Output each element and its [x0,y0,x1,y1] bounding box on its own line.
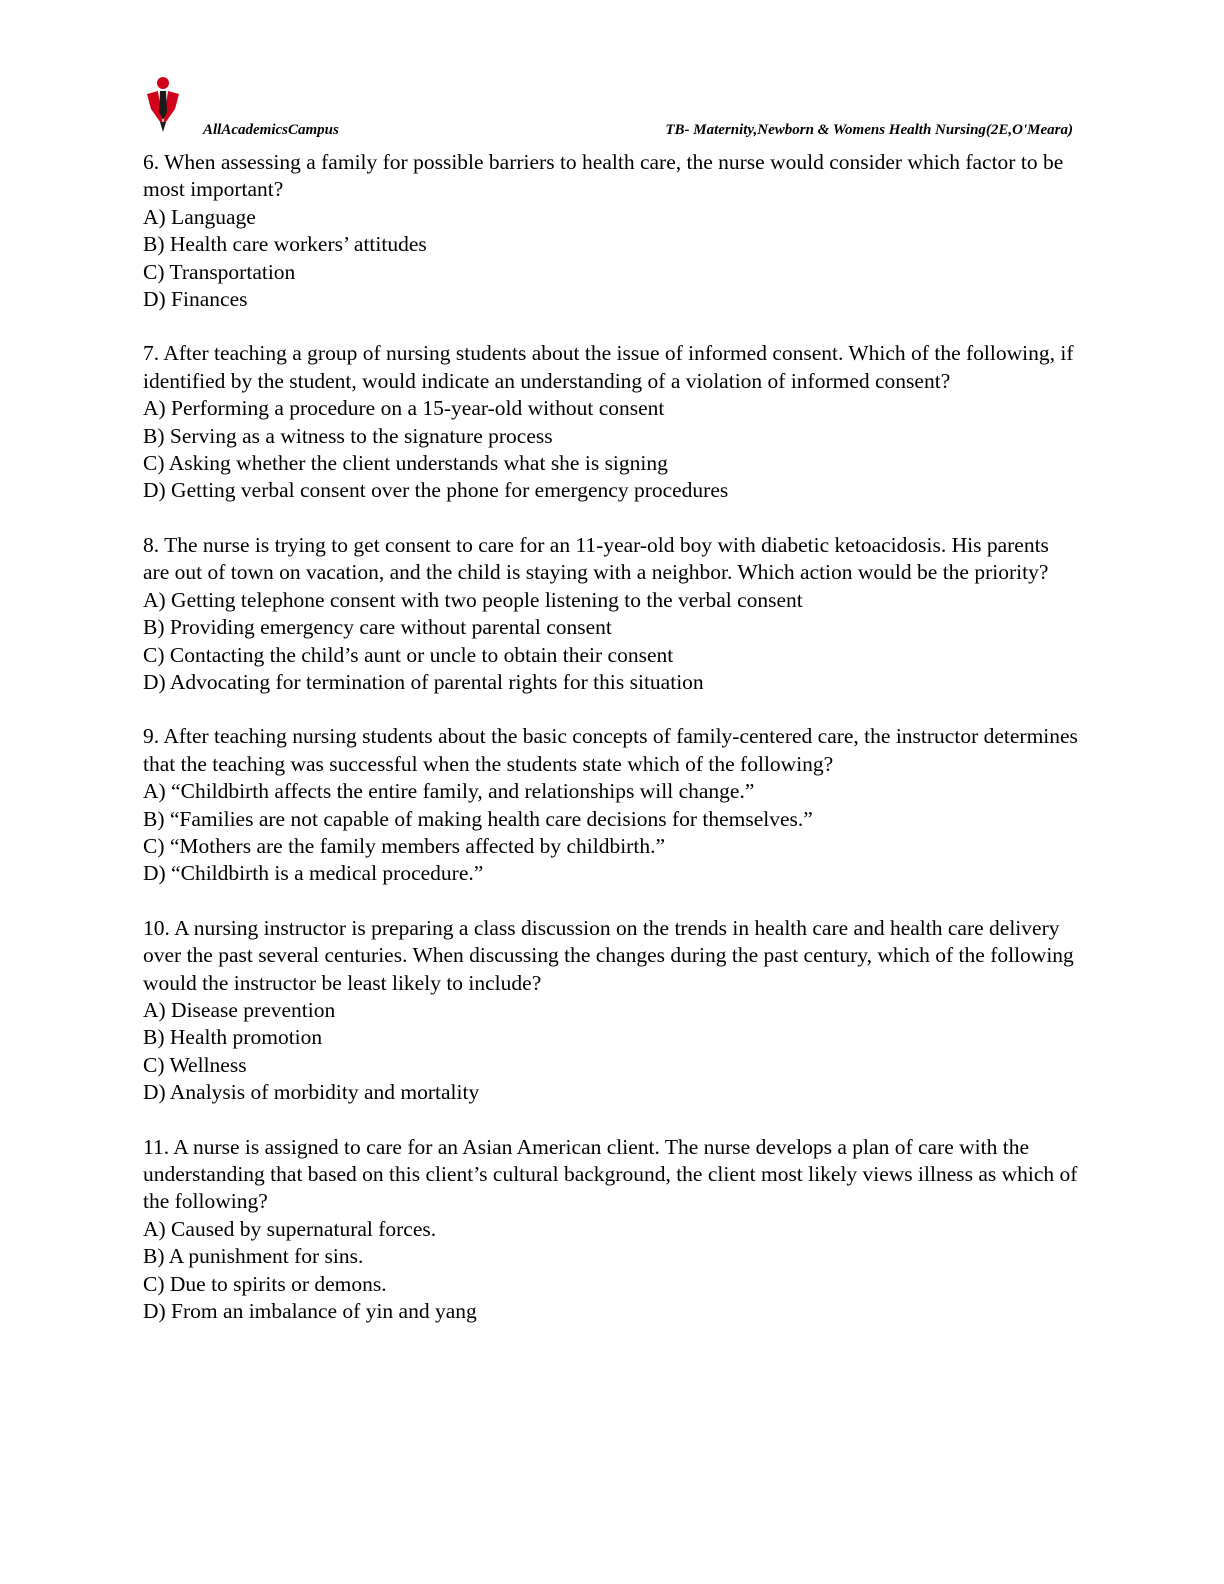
question-7 [143,340,1078,504]
person-tie-logo-icon [143,76,183,132]
option-b: B) Serving as a witness to the signature process [143,423,553,448]
option-a: A) Performing a procedure on a 15-year-old without consent [143,396,665,421]
option-d: D) Analysis of morbidity and mortality [143,1080,480,1105]
option-d: D) “Childbirth is a medical procedure.” [143,861,484,886]
option-c: C) Transportation [143,259,296,284]
page-header [143,76,1073,148]
option-d: D) Finances [143,287,248,312]
option-a: A) Language [143,204,256,229]
option-a: A) Caused by supernatural forces. [143,1216,437,1241]
option-c: C) Wellness [143,1052,247,1077]
option-a: A) “Childbirth affects the entire family, and relationships will change.” [143,779,755,804]
option-c: C) Contacting the child’s aunt or uncle to obtain their consent [143,642,674,667]
option-b: B) A punishment for sins. [143,1244,364,1269]
option-a: A) Disease prevention [143,997,336,1022]
question-text: 11. A nurse is assigned to care for an Asian American client. The nurse develops a plan of care with the understanding that based on this client’s cultural background, the client most likely views illness as which of the following? [143,1134,1078,1214]
question-9 [143,723,1078,887]
question-8 [143,532,1078,696]
question-text: 7. After teaching a group of nursing students about the issue of informed consent. Which of the following, if identified by the student, would indicate an understanding of a violation of informed consent? [143,341,1074,393]
option-d: D) From an imbalance of yin and yang [143,1299,477,1324]
option-b: B) Health promotion [143,1025,323,1050]
question-text: 10. A nursing instructor is preparing a class discussion on the trends in health care and health care delivery over the past several centuries. When discussing the changes during the past century, which of the following would the instructor be least likely to include? [143,915,1074,995]
question-list [143,149,1078,1352]
question-11 [143,1134,1078,1326]
question-text: 9. After teaching nursing students about the basic concepts of family-centered care, the instructor determines that the teaching was successful when the students state which of the following? [143,724,1078,776]
question-text: 8. The nurse is trying to get consent to care for an 11-year-old boy with diabetic ketoacidosis. His parents are out of town on vacation, and the child is staying with a neighbor. Which action would be the priority? [143,532,1049,585]
option-c: C) Asking whether the client understands what she is signing [143,451,668,476]
option-b: B) Providing emergency care without parental consent [143,615,612,640]
option-b: B) Health care workers’ attitudes [143,232,427,257]
option-d: D) Advocating for termination of parental rights for this situation [143,669,704,694]
question-6 [143,149,1078,313]
question-text: 6. When assessing a family for possible barriers to health care, the nurse would consider which factor to be most important? [143,150,1064,202]
option-b: B) “Families are not capable of making health care decisions for themselves.” [143,806,813,831]
option-a: A) Getting telephone consent with two people listening to the verbal consent [143,587,803,612]
book-title: TB- Maternity,Newborn & Womens Health Nursing(2E,O'Meara) [665,122,1073,138]
brand-name: AllAcademicsCampus [203,122,339,138]
question-10 [143,915,1078,1107]
option-c: C) “Mothers are the family members affected by childbirth.” [143,833,665,858]
option-c: C) Due to spirits or demons. [143,1271,387,1296]
option-d: D) Getting verbal consent over the phone for emergency procedures [143,478,729,503]
